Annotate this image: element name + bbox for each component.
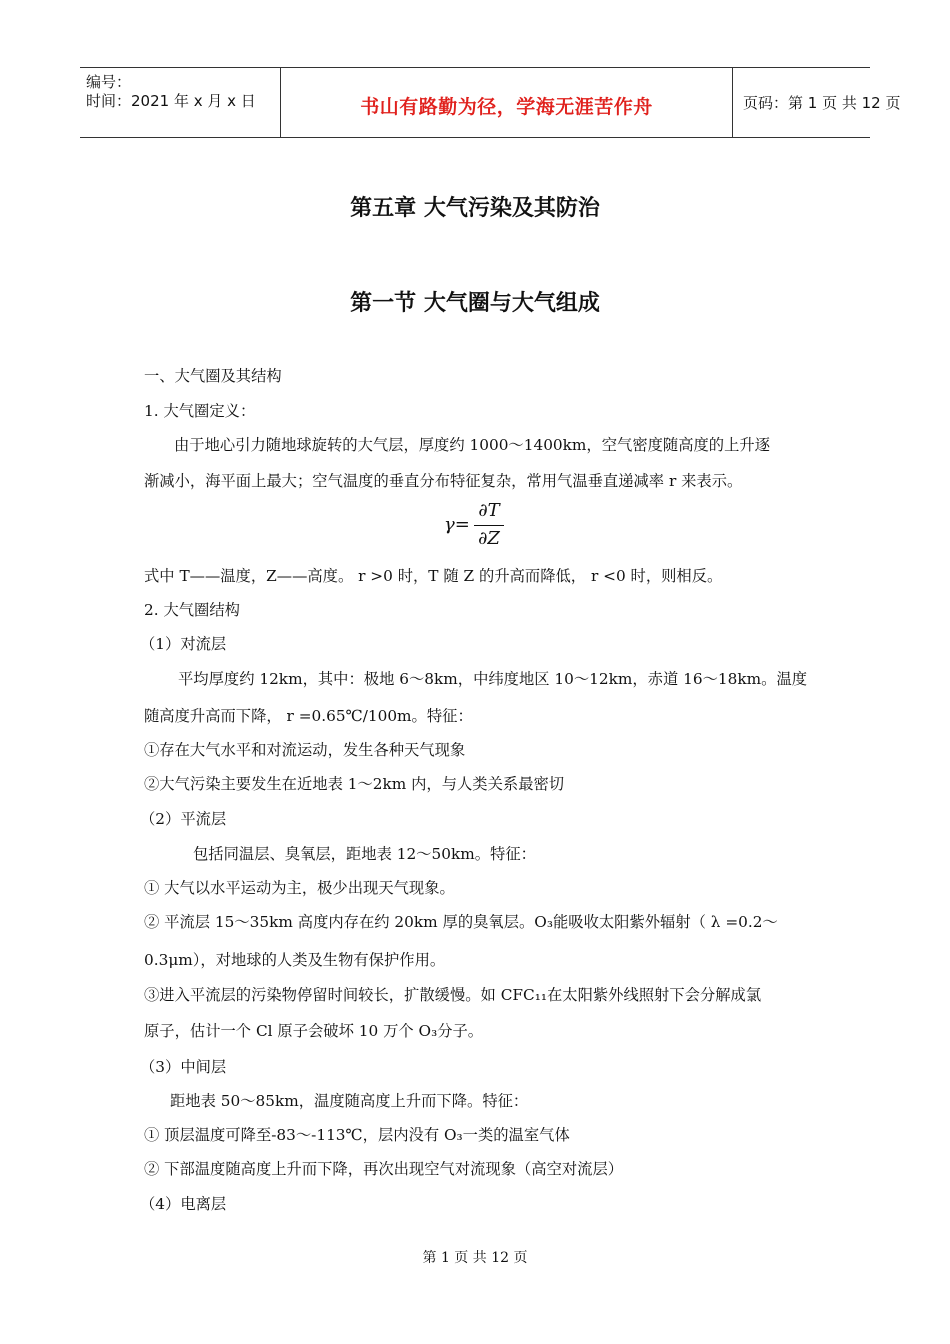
chapter-title: 第五章 大气污染及其防治: [350, 196, 600, 221]
header-right-cell: [733, 68, 901, 137]
list-item: ① 顶层温度可降至-83～-113℃，层内没有 O₃一类的温室气体: [144, 1126, 570, 1144]
list-item: ③进入平流层的污染物停留时间较长，扩散缓慢。如 CFC₁₁在太阳紫外线照射下会分解成氯: [144, 986, 762, 1004]
formula-denominator: ∂Z: [478, 528, 500, 549]
page-footer: 第 1 页 共 12 页: [422, 1250, 528, 1266]
subheading-definition: 1. 大气圈定义：: [144, 402, 256, 420]
header-page-info: 页码：第 1 页 共 12 页: [743, 94, 901, 112]
list-item: ② 下部温度随高度上升而下降，再次出现空气对流现象（高空对流层）: [144, 1160, 624, 1178]
subheading-troposphere: （1）对流层: [140, 635, 227, 653]
header-middle-cell: [281, 68, 733, 137]
subheading-stratosphere: （2）平流层: [140, 810, 227, 828]
subheading-structure: 2. 大气圈结构: [144, 601, 240, 619]
header-left-cell: [80, 68, 281, 137]
document-number-label: 编号：: [86, 73, 132, 91]
formula-lhs: γ=: [444, 514, 470, 535]
subheading-mesosphere: （3）中间层: [140, 1058, 227, 1076]
header-motto: 书山有路勤为径，学海无涯苦作舟: [360, 96, 653, 118]
document-time-label: 时间：2021 年 x 月 x 日: [86, 92, 256, 110]
paragraph-line: 原子，估计一个 Cl 原子会破坏 10 万个 O₃分子。: [144, 1022, 484, 1040]
header-table: [80, 67, 901, 138]
formula-numerator: ∂T: [478, 500, 500, 521]
paragraph-line: 由于地心引力随地球旋转的大气层，厚度约 1000～1400km，空气密度随高度的上升逐: [174, 436, 770, 454]
paragraph-line: 0.3μm），对地球的人类及生物有保护作用。: [144, 951, 446, 969]
list-item: ① 大气以水平运动为主，极少出现天气现象。: [144, 879, 455, 897]
paragraph-line: 渐减小，海平面上最大；空气温度的垂直分布特征复杂，常用气温垂直递减率 r 来表示。: [144, 472, 743, 490]
list-item: ② 平流层 15～35km 高度内存在约 20km 厚的臭氧层。O₃能吸收太阳紫外辐射（ λ =0.2～: [144, 913, 778, 931]
subheading-ionosphere: （4）电离层: [140, 1195, 227, 1213]
paragraph-line: 距地表 50～85km，温度随高度上升而下降。特征：: [170, 1092, 529, 1110]
paragraph-line: 包括同温层、臭氧层，距地表 12～50km。特征：: [193, 845, 536, 863]
paragraph-line: 式中 T——温度，Z——高度。 r >0 时，T 随 Z 的升高而降低， r <0 时，则相反。: [144, 567, 723, 585]
list-item: ②大气污染主要发生在近地表 1～2km 内，与人类关系最密切: [144, 775, 565, 793]
paragraph-line: 随高度升高而下降， r =0.65℃/100m。特征：: [144, 707, 473, 725]
section-title: 第一节 大气圈与大气组成: [350, 291, 600, 316]
formula-fraction-bar: [474, 525, 504, 526]
heading-atmosphere-structure: 一、大气圈及其结构: [144, 367, 282, 385]
paragraph-line: 平均厚度约 12km，其中：极地 6～8km，中纬度地区 10～12km，赤道 16～18km。温度: [178, 670, 808, 688]
list-item: ①存在大气水平和对流运动，发生各种天气现象: [144, 741, 466, 759]
